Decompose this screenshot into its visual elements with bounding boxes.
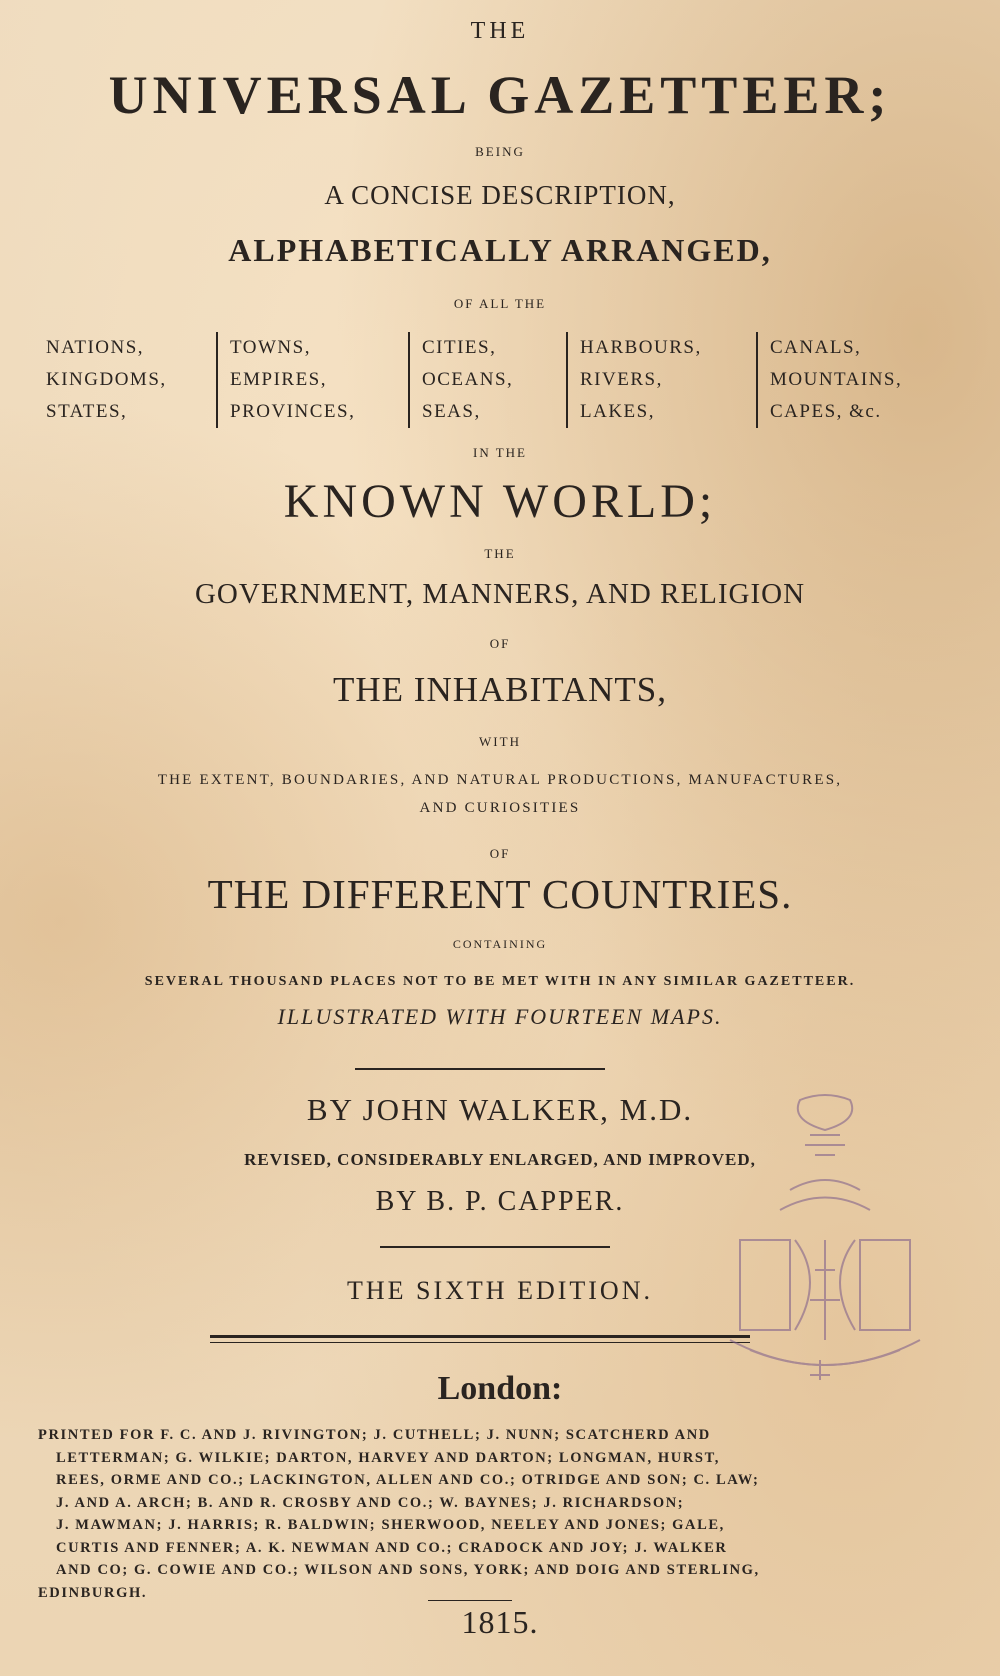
printers-list bbox=[38, 1424, 938, 1604]
with-label: WITH bbox=[479, 734, 521, 749]
column-item: STATES, bbox=[46, 401, 128, 422]
different-countries: THE DIFFERENT COUNTRIES. bbox=[207, 871, 793, 917]
printers-line: PRINTED FOR F. C. AND J. RIVINGTON; J. CUTHELL; J. NUNN; SCATCHERD AND bbox=[38, 1427, 711, 1443]
place-types-columns bbox=[40, 332, 940, 428]
concise-description: A CONCISE DESCRIPTION, bbox=[324, 180, 676, 210]
inhabitants-line: THE INHABITANTS, bbox=[333, 670, 667, 709]
main-title: UNIVERSAL GAZETTEER; bbox=[108, 65, 892, 125]
printers-line: CURTIS AND FENNER; A. K. NEWMAN AND CO.; CRADOCK AND JOY; J. WALKER bbox=[56, 1539, 728, 1556]
publication-year: 1815. bbox=[461, 1604, 539, 1640]
several-thousand-line: SEVERAL THOUSAND PLACES NOT TO BE MET WITH IN ANY SIMILAR GAZETTEER. bbox=[144, 974, 856, 989]
library-stamp-icon bbox=[720, 1090, 930, 1390]
title-the: THE bbox=[470, 18, 530, 44]
column-item: CANALS, bbox=[770, 337, 862, 358]
extent-line-1: THE EXTENT, BOUNDARIES, AND NATURAL PRODUCTIONS, MANUFACTURES, bbox=[157, 772, 843, 788]
column-4 bbox=[566, 332, 702, 428]
column-1 bbox=[46, 332, 167, 428]
place-of-publication: London: bbox=[437, 1370, 563, 1407]
divider-rule bbox=[355, 1068, 605, 1070]
being-label: BEING bbox=[475, 144, 525, 159]
column-item: TOWNS, bbox=[230, 337, 311, 358]
of-label: OF bbox=[489, 636, 511, 651]
double-rule-top bbox=[210, 1335, 750, 1338]
reviser-line: BY B. P. CAPPER. bbox=[375, 1186, 625, 1217]
extent-line-2: AND CURIOSITIES bbox=[419, 800, 581, 816]
alphabetically-arranged: ALPHABETICALLY ARRANGED, bbox=[228, 232, 772, 268]
printers-line: J. AND A. ARCH; B. AND R. CROSBY AND CO.; W. BAYNES; J. RICHARDSON; bbox=[56, 1494, 685, 1511]
author-line: BY JOHN WALKER, M.D. bbox=[306, 1092, 694, 1127]
column-item: EMPIRES, bbox=[230, 369, 327, 390]
column-item: CAPES, &c. bbox=[770, 401, 882, 422]
column-item: OCEANS, bbox=[422, 369, 514, 390]
column-item: KINGDOMS, bbox=[46, 369, 167, 390]
column-item: PROVINCES, bbox=[230, 401, 356, 422]
printers-line: AND CO; G. COWIE AND CO.; WILSON AND SONS, YORK; AND DOIG AND STERLING, bbox=[56, 1562, 760, 1578]
column-2 bbox=[216, 332, 355, 428]
printers-line: J. MAWMAN; J. HARRIS; R. BALDWIN; SHERWOOD, NEELEY AND JONES; GALE, bbox=[56, 1517, 725, 1533]
printers-line: EDINBURGH. bbox=[38, 1584, 148, 1601]
column-item: SEAS, bbox=[422, 401, 481, 422]
column-item: MOUNTAINS, bbox=[770, 369, 903, 390]
illustrated-line: ILLUSTRATED WITH FOURTEEN MAPS. bbox=[277, 1004, 723, 1029]
column-5 bbox=[756, 332, 902, 428]
divider-rule bbox=[380, 1246, 610, 1248]
printers-line: LETTERMAN; G. WILKIE; DARTON, HARVEY AND DARTON; LONGMAN, HURST, bbox=[56, 1449, 721, 1466]
known-world: KNOWN WORLD; bbox=[283, 475, 717, 528]
column-item: HARBOURS, bbox=[580, 337, 702, 358]
printers-line: REES, ORME AND CO.; LACKINGTON, ALLEN AND CO.; OTRIDGE AND SON; C. LAW; bbox=[56, 1472, 760, 1488]
containing-label: CONTAINING bbox=[452, 937, 548, 951]
column-3 bbox=[408, 332, 513, 428]
column-item: NATIONS, bbox=[46, 337, 145, 358]
double-rule-bottom bbox=[210, 1342, 750, 1343]
column-item: CITIES, bbox=[422, 337, 497, 358]
in-the-label: IN THE bbox=[472, 445, 527, 460]
government-line: GOVERNMENT, MANNERS, AND RELIGION bbox=[194, 578, 806, 610]
revised-line: REVISED, CONSIDERABLY ENLARGED, AND IMPROVED, bbox=[244, 1150, 756, 1169]
column-item: LAKES, bbox=[580, 401, 655, 422]
of-label-2: OF bbox=[489, 846, 511, 861]
edition-line: THE SIXTH EDITION. bbox=[346, 1276, 653, 1305]
the-label: THE bbox=[484, 546, 516, 561]
of-all-the-label: OF ALL THE bbox=[453, 296, 547, 311]
year-rule bbox=[428, 1600, 512, 1601]
column-item: RIVERS, bbox=[580, 369, 663, 390]
